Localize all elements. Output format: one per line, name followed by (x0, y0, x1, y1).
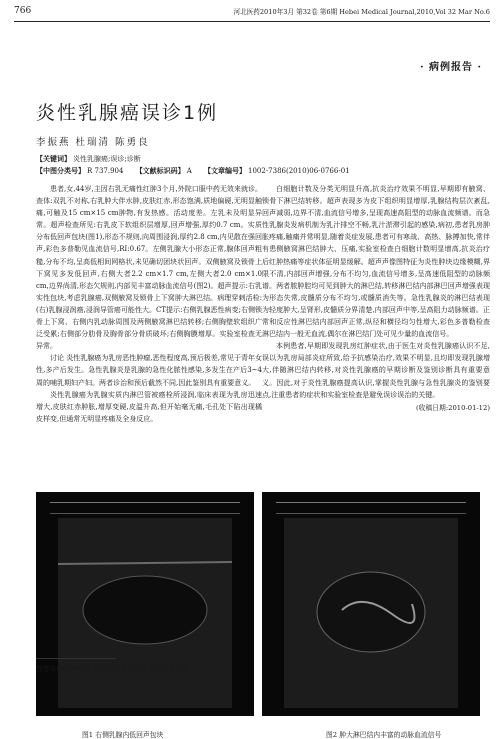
footnote-rule (36, 658, 116, 659)
right-column (262, 183, 490, 414)
keywords-value: 炎性乳腺癌;误诊;诊断 (73, 155, 141, 163)
figure-2-lymph-node (317, 572, 425, 652)
article-no-value: 1002-7386(2010)06-0766-01 (247, 167, 350, 175)
figure-2-caption: 图2 肿大淋巴结内丰富的动脉血流信号 (326, 731, 442, 739)
clc-label: 【中图分类号】 (36, 166, 85, 175)
figure-1-hypoechoic-mass (83, 576, 207, 644)
header-rule (14, 21, 490, 22)
author-affiliation: 作者单位:050021 河北省石家庄市第五医院影像科 (36, 665, 189, 673)
metadata-block (36, 153, 468, 177)
journal-running-header: 河北医药2010年3月 第32卷 第6期 Hebei Medical Journal,2010,Vol 32 Mar No.6 (233, 8, 490, 16)
section-label: · 病例报告 · (420, 62, 482, 73)
discussion-paragraph-2: 炎性乳腺癌为乳腺实质内淋巴管被癌栓所浸润,临床表现为乳房迅速增大,皮肤红赤肿胀,增厚变硬,皮温升高,但开始毫无痛,毛孔处下陷出现橘皮样变,但通常无明显疼痛及全身反应。 (36, 390, 262, 423)
page-number: 766 (14, 6, 32, 16)
keywords-label: 【关键词】 (36, 154, 71, 163)
discussion-paragraph-3: 白细胞计数及分类无明显升高,抗炎治疗效果不明显,早期即有腋窝、锁骨下淋巴结转移。超声表现多为皮下组织明显增厚,乳腺结构层次紊乱,回声减弱,边界不清,血流信号增多,呈现高速高阻型的动脉血流频谱。而急性乳腺炎发病机制为乳汁排空不畅,乳汁淤滞引起的感染,病初,患者乳房肿胀疼痛,触痛并常明显,随着炎症发展,患者可有寒战、高热、脉搏加快,常伴有患侧腋窝淋巴结肿大、压痛,实验室检查白细胞计数明显增高,抗炎治疗后红肿热痛等症状体征明显缓解。超声声像图特征为炎性肿块边缘模糊,界限不清,内部回声增强,分布不均匀,血流信号增多,呈高速低阻型的动脉频谱。两者脓肿腔均可见到肿大的淋巴结,转移淋巴结内部淋巴回声增强表现为形态失常,皮髓质分布不均匀,或髓质消失等。急性乳腺炎的淋巴结表现为轻度肿大,呈肾形,皮髓质分界清楚,内部回声中等,呈高阻力动脉频谱。正常和反应性淋巴结内部回声正常,纵径和横径均匀性增大,彩色多普勒检查淋巴结内一般无血流,偶尔在淋巴结门处可见少量的血流信号。 (262, 185, 490, 339)
classification-row (36, 165, 468, 177)
article-title: 炎性乳腺癌误诊1例 (36, 102, 219, 124)
clc-value: R 737.904 (87, 167, 124, 175)
case-paragraph: 患者,女,44岁,主因右乳无痛性红肿3个月,外院口服中药无效来就诊。查体:双乳不对称,右乳肿大伴水肿,皮肤红赤,形态饱满,质地偏硬,无明显触痛,可触及15 cm×15 cm肿物,有发热感。活动度差。左乳未及明显异常。超声检查所见:右乳皮下软组织层增厚,回声增强,厚约0.7 cm。实质分布低回声包块(图1),形态不规则,向周围浸润,厚约2.8 cm,内见散在强回声,彩色多普勒见血流信号,RI:0.67。左侧乳腺大小形态正常,腺体回声粗糙,分布不均,呈高低相间网格状,未见确切团块状回声。双侧腋窝及锁骨上下窝见多发低回声,右侧大者2.2 cm×1.7 cm,左侧大者2.0 cm×1.0 cm,边界尚清,形态欠规则,内部见丰富动脉血流信号(图2)。超声提示:右乳实性包块,考虑乳腺癌,双侧腋窝及锁骨上下窝肿大淋巴结。病理穿刺活检:(右)乳腺浸润癌,浸润导管癌可能性大。CT提示:右侧乳腺恶性病变;右侧锁骨上下窝、右侧内乳动脉周围及两侧腋窝淋巴结转移;右侧胸壁软组织广泛受累;右侧部分肋骨及胸骨部分骨质破坏;右侧胸膜增厚。实验室检查无异常。 (36, 185, 262, 351)
figure-2-scan-area (262, 492, 480, 716)
discussion-paragraph: 讨论 炎性乳腺癌为乳房恶性肿瘤,恶性程度高,预后极差,常见于青年女性,多产后发生。急性乳腺炎是乳腺的急性化脓性感染,多发生在产后3~4周的哺乳期妇产妇。两者诊治和预后截然不同,因此鉴别具有重要意义。 (36, 354, 262, 387)
figure-1-caption: 图1 右侧乳腺内低回声包块 (82, 731, 164, 739)
keywords-row (36, 153, 468, 165)
figure-1-scan-area (36, 492, 254, 716)
doc-code-label: 【文献标识码】 (135, 166, 185, 175)
left-column (36, 183, 262, 425)
article-no-label: 【文章编号】 (203, 166, 246, 175)
conclusion-paragraph: 本例患者,早期即发现乳房红肿症状,由于医生对炎性乳腺癌认识不足,误以为乳房局部炎症所致,给予抗感染治疗,效果不明显,且均即发现乳腺增大,伴随淋巴结内转移,对炎性乳腺癌的早期诊断及鉴别诊断具有重要意义。因此,对于炎性乳腺癌提高认识,掌握炎性乳腺与急性乳腺炎的鉴别要点,注重患者的症状和实验室检查是避免误诊误治的关键。 (262, 342, 490, 399)
figure-1-ultrasound-image (36, 492, 254, 716)
received-date: (收稿日期:2010-01-12) (416, 403, 490, 412)
figure-2-doppler-image (262, 492, 480, 716)
article-authors: 李振燕 杜瑞清 陈勇良 (36, 137, 150, 148)
doc-code-value: A (186, 167, 192, 175)
